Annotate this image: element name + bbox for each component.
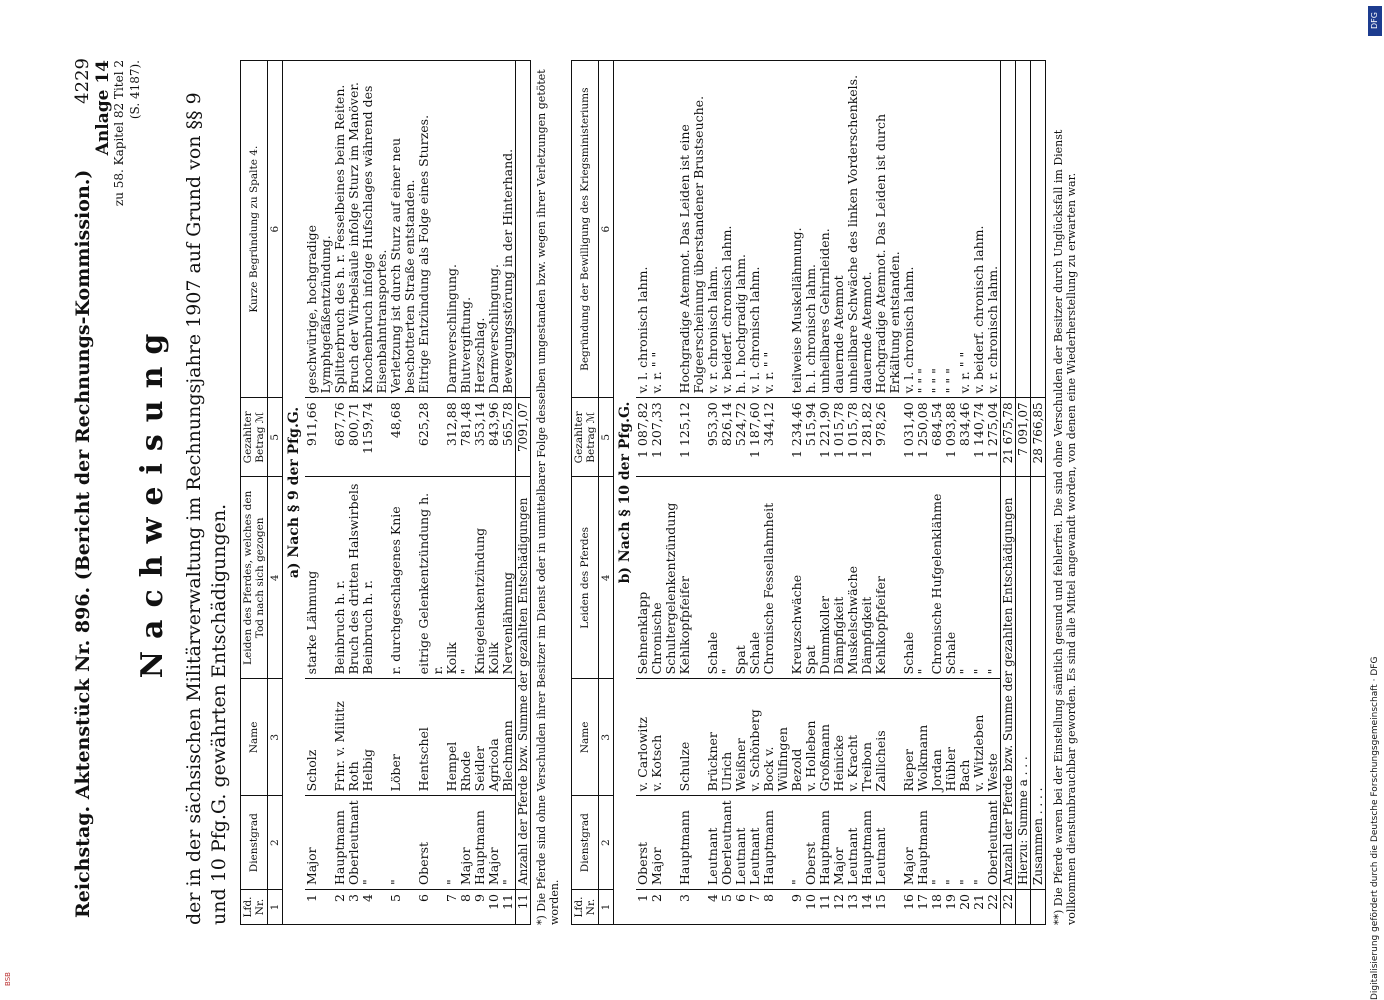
col-num: 1 <box>268 890 283 925</box>
total-row <box>516 61 531 925</box>
cell-nr: 12 <box>832 890 846 925</box>
col-num: 3 <box>268 679 283 796</box>
cell-ailment: " <box>972 477 986 679</box>
total-label: Zusammen . . . . <box>1031 477 1046 890</box>
table-row <box>347 61 361 925</box>
cell-reason: v. r. " " <box>958 61 972 398</box>
cell-ailment: Sehnenklapp <box>636 477 650 679</box>
table-row <box>944 61 958 925</box>
cell-amount: 1 250,08 <box>916 398 930 477</box>
footnote-right: Die sind ohne Verschulden der Besitzer durch Unglücksfall im Dienst vollkommen dienstunbrauchbar geworden. Es sind alle Mittel angewandt worden, von denen eine Wiederherstellung zu erwarten war. <box>1052 129 1078 925</box>
cell-amount: 800,71 <box>347 398 361 477</box>
cell-amount: 834,46 <box>958 398 972 477</box>
cell-nr: 16 <box>902 890 916 925</box>
cell-rank: " <box>944 796 958 890</box>
cell-name: Rhode <box>459 679 473 796</box>
cell-reason: Knochenbruch infolge Hufschlages während des Eisenbahntransportes. <box>361 61 389 398</box>
cell-ailment: Chronische Hufgelenklähme <box>930 477 944 679</box>
cell-name: v. Schönberg <box>748 679 762 796</box>
col-num: 4 <box>599 477 614 679</box>
section-heading: a) Nach § 9 der Pfg.G. <box>283 61 306 925</box>
total-amount: 28 766,85 <box>1031 398 1046 477</box>
cell-name: Wolkmann <box>916 679 930 796</box>
col-num: 6 <box>268 61 283 398</box>
cell-nr: 10 <box>804 890 818 925</box>
table-row <box>916 61 930 925</box>
table-section-b <box>571 60 1046 925</box>
appendix-chapter: zu 58. Kapitel 82 Titel 2 <box>112 60 126 207</box>
cell-reason: unheilbare Schwäche des linken Vorderschenkels. <box>846 61 860 398</box>
cell-ailment: Kehlkopfpfeifer <box>874 477 902 679</box>
cell-amount: 1 031,40 <box>902 398 916 477</box>
cell-name: Scholz <box>305 679 333 796</box>
col-num: 2 <box>599 796 614 890</box>
table-row <box>986 61 1001 925</box>
table-row <box>720 61 734 925</box>
col-header-ailment: Leiden des Pferdes, welches den Tod nach sich gezogen <box>241 477 268 679</box>
cell-amount: 48,68 <box>389 398 417 477</box>
cell-ailment: Dämpfigkeit <box>832 477 846 679</box>
cell-nr: 5 <box>720 890 734 925</box>
footnote-left: **) Die Pferde waren bei der Einstellung sämtlich gesund und fehlerfrei. <box>1052 520 1065 925</box>
cell-amount: 1 093,88 <box>944 398 958 477</box>
total-nr <box>1016 890 1031 925</box>
cell-rank: " <box>958 796 972 890</box>
cell-name: Großmann <box>818 679 832 796</box>
cell-reason: h. l. chronisch lahm. <box>804 61 818 398</box>
footnote-a: *) Die Pferde sind ohne Verschulden ihrer Besitzer im Dienst oder in unmittelbarer Folge desselben umgestanden bzw. wegen ihrer Verletzungen getötet worden. <box>535 69 561 925</box>
total-amount: 21 675,78 <box>1001 398 1016 477</box>
cell-nr: 1 <box>305 890 333 925</box>
cell-rank: Hauptmann <box>818 796 832 890</box>
total-reason-blank <box>1016 61 1031 398</box>
cell-name: Weste <box>986 679 1001 796</box>
table-row <box>473 61 487 925</box>
table-row <box>972 61 986 925</box>
cell-reason: v. r. chronisch lahm. <box>986 61 1001 398</box>
cell-rank: " <box>501 796 516 890</box>
cell-nr: 1 <box>636 890 650 925</box>
cell-rank: Major <box>487 796 501 890</box>
cell-nr: 7 <box>445 890 459 925</box>
cell-nr: 9 <box>790 890 804 925</box>
total-reason-blank <box>516 61 531 398</box>
table-row <box>487 61 501 925</box>
cell-reason: dauernde Atemnot <box>832 61 846 398</box>
cell-ailment: Kolik <box>445 477 459 679</box>
cell-amount: 353,14 <box>473 398 487 477</box>
cell-amount: 344,12 <box>762 398 790 477</box>
col-header-amount: Gezahlter Betrag ℳ <box>241 398 268 477</box>
col-header-name: Name <box>572 679 599 796</box>
cell-amount: 843,96 <box>487 398 501 477</box>
cell-name: Zallicheis <box>874 679 902 796</box>
cell-name: Hentschel <box>417 679 445 796</box>
cell-nr: 2 <box>650 890 678 925</box>
table-row <box>333 61 347 925</box>
cell-reason: Herzschlag. <box>473 61 487 398</box>
cell-ailment: Schale <box>902 477 916 679</box>
cell-reason: geschwürige, hochgradige Lymphgefäßentzündung. <box>305 61 333 398</box>
cell-nr: 14 <box>860 890 874 925</box>
cell-ailment: Spat <box>804 477 818 679</box>
cell-nr: 4 <box>706 890 720 925</box>
table-row <box>860 61 874 925</box>
cell-name: Hübler <box>944 679 958 796</box>
table-row <box>734 61 748 925</box>
col-num: 6 <box>599 61 614 398</box>
cell-nr: 2 <box>333 890 347 925</box>
cell-rank: Hauptmann <box>916 796 930 890</box>
cell-nr: 8 <box>459 890 473 925</box>
cell-rank: Oberleutnant <box>720 796 734 890</box>
cell-ailment: Kehlkopfpfeifer <box>678 477 706 679</box>
cell-ailment: Schale <box>944 477 958 679</box>
table-row <box>636 61 650 925</box>
table-row <box>818 61 832 925</box>
cell-ailment: Kolik <box>487 477 501 679</box>
cell-reason: teilweise Muskellähmung. <box>790 61 804 398</box>
cell-ailment: " <box>720 477 734 679</box>
cell-amount: 1 207,33 <box>650 398 678 477</box>
cell-reason: Hochgradige Atemnot. Das Leiden ist durch Erkältung entstanden. <box>874 61 902 398</box>
cell-name: Frhr. v. Miltitz <box>333 679 347 796</box>
cell-amount: 1 140,74 <box>972 398 986 477</box>
cell-reason: Verletzung ist durch Sturz auf einer neu beschotterten Straße entstanden. <box>389 61 417 398</box>
cell-reason: Bruch der Wirbelsäule infolge Sturz im Manöver. <box>347 61 361 398</box>
total-reason-blank <box>1031 61 1046 398</box>
document-title: Nachweisung <box>135 321 170 679</box>
cell-name: Rieper <box>902 679 916 796</box>
cell-nr: 5 <box>389 890 417 925</box>
cell-name: Blechmann <box>501 679 516 796</box>
cell-amount: 1 015,78 <box>832 398 846 477</box>
cell-name: Hempel <box>445 679 459 796</box>
cell-reason: v. l. chronisch lahm. <box>748 61 762 398</box>
table-row <box>790 61 804 925</box>
col-header-ailment: Leiden des Pferdes <box>572 477 599 679</box>
cell-rank: " <box>790 796 804 890</box>
cell-rank: Oberleutnant <box>986 796 1001 890</box>
cell-rank: Hauptmann <box>762 796 790 890</box>
cell-rank: Hauptmann <box>678 796 706 890</box>
cell-ailment: Schale <box>748 477 762 679</box>
col-header-reason: Kurze Begründung zu Spalte 4. <box>241 61 268 398</box>
cell-reason: v. l. chronisch lahm. <box>636 61 650 398</box>
cell-reason: " " " <box>944 61 958 398</box>
cell-amount: 1159,74 <box>361 398 389 477</box>
cell-rank: " <box>361 796 389 890</box>
cell-rank: Leutnant <box>748 796 762 890</box>
cell-nr: 3 <box>678 890 706 925</box>
table-row <box>361 61 389 925</box>
table-row <box>417 61 445 925</box>
cell-reason: " " " <box>916 61 930 398</box>
cell-name: Seidler <box>473 679 487 796</box>
col-num: 2 <box>268 796 283 890</box>
total-nr <box>1031 890 1046 925</box>
table-row <box>678 61 706 925</box>
cell-nr: 22 <box>986 890 1001 925</box>
cell-reason: dauernde Atemnot. <box>860 61 874 398</box>
cell-name: Bock v. Wülfingen <box>762 679 790 796</box>
cell-nr: 7 <box>748 890 762 925</box>
library-stamp: BSB <box>4 972 12 986</box>
table-row <box>748 61 762 925</box>
cell-name: v. Witzleben <box>972 679 986 796</box>
cell-ailment: Kreuzschwäche <box>790 477 804 679</box>
cell-name: v. Carlowitz <box>636 679 650 796</box>
col-header-nr: Lfd. Nr. <box>572 890 599 925</box>
table-row <box>305 61 333 925</box>
cell-rank: Major <box>305 796 333 890</box>
cell-ailment: Dämpfigkeit <box>860 477 874 679</box>
total-label: Anzahl der Pferde bzw. Summe der gezahlten Entschädigungen <box>1001 477 1016 890</box>
cell-nr: 4 <box>361 890 389 925</box>
cell-nr: 6 <box>417 890 445 925</box>
total-amount: 7091,07 <box>516 398 531 477</box>
table-body <box>614 61 1046 925</box>
table-row <box>389 61 417 925</box>
total-label: Hierzu: Summe a . . . <box>1016 477 1031 890</box>
cell-nr: 11 <box>818 890 832 925</box>
cell-amount: 1 281,82 <box>860 398 874 477</box>
cell-amount: 826,14 <box>720 398 734 477</box>
page-number: 4229 <box>72 58 93 104</box>
col-header-name: Name <box>241 679 268 796</box>
cell-ailment: " <box>986 477 1001 679</box>
cell-ailment: Schale <box>706 477 720 679</box>
cell-rank: Leutnant <box>706 796 720 890</box>
cell-amount: 1 275,04 <box>986 398 1001 477</box>
table-row <box>445 61 459 925</box>
cell-rank: Leutnant <box>734 796 748 890</box>
table-row <box>902 61 916 925</box>
cell-rank: Hauptmann <box>473 796 487 890</box>
cell-ailment: Beinbruch h. r. <box>333 477 347 679</box>
cell-amount: 978,26 <box>874 398 902 477</box>
cell-reason: Splitterbruch des h. r. Fesselbeines beim Reiten. <box>333 61 347 398</box>
col-num: 5 <box>599 398 614 477</box>
cell-amount: 524,72 <box>734 398 748 477</box>
cell-reason: h. l. hochgradig lahm. <box>734 61 748 398</box>
cell-amount: 1 234,46 <box>790 398 804 477</box>
appendix-page-ref: (S. 4187). <box>128 60 142 120</box>
table-row <box>874 61 902 925</box>
zusammen-row <box>1031 61 1046 925</box>
cell-amount: 1 187,60 <box>748 398 762 477</box>
cell-ailment: Dummkoller <box>818 477 832 679</box>
table-row <box>650 61 678 925</box>
col-header-nr: Lfd. Nr. <box>241 890 268 925</box>
cell-name: v. Kotsch <box>650 679 678 796</box>
cell-ailment: starke Lähmung <box>305 477 333 679</box>
table-row <box>459 61 473 925</box>
cell-reason: Eitrige Entzündung als Folge eines Sturzes. <box>417 61 445 398</box>
cell-ailment: eitrige Gelenkentzündung h. r. <box>417 477 445 679</box>
cell-nr: 17 <box>916 890 930 925</box>
cell-reason: v. r. " " <box>762 61 790 398</box>
cell-nr: 9 <box>473 890 487 925</box>
cell-rank: " <box>389 796 417 890</box>
cell-name: Bezold <box>790 679 804 796</box>
digitization-credit: Digitalisierung gefördert durch die Deutsche Forschungsgemeinschaft · DFG <box>1370 656 1380 1000</box>
cell-name: Bach <box>958 679 972 796</box>
cell-reason: " " " <box>930 61 944 398</box>
cell-rank: " <box>972 796 986 890</box>
cell-rank: Oberst <box>636 796 650 890</box>
cell-reason: v. r. " " <box>650 61 678 398</box>
cell-nr: 19 <box>944 890 958 925</box>
cell-name: Weißner <box>734 679 748 796</box>
cell-nr: 15 <box>874 890 902 925</box>
cell-rank: Oberleutnant <box>347 796 361 890</box>
cell-ailment: Muskelschwäche <box>846 477 860 679</box>
total-row <box>1001 61 1016 925</box>
cell-nr: 21 <box>972 890 986 925</box>
table-row <box>832 61 846 925</box>
table-row <box>762 61 790 925</box>
cell-name: v. Kracht <box>846 679 860 796</box>
cell-rank: Leutnant <box>846 796 860 890</box>
cell-ailment: r. durchgeschlagenes Knie <box>389 477 417 679</box>
cell-amount: 684,54 <box>930 398 944 477</box>
cell-nr: 13 <box>846 890 860 925</box>
cell-rank: " <box>445 796 459 890</box>
document-subtitle: der in der sächsischen Militärverwaltung im Rechnungsjahre 1907 auf Grund von §§ 9 und 10 Pfg.G. gewährten Entschädigungen. <box>183 92 230 925</box>
cell-reason: unheilbares Gehirnleiden. <box>818 61 832 398</box>
cell-nr: 3 <box>347 890 361 925</box>
cell-amount: 565,78 <box>501 398 516 477</box>
total-label: Anzahl der Pferde bzw. Summe der gezahlten Entschädigungen <box>516 477 531 890</box>
cell-reason: Darmverschlingung. <box>487 61 501 398</box>
total-reason-blank <box>1001 61 1016 398</box>
cell-amount: 1 015,78 <box>846 398 860 477</box>
hierzu-row <box>1016 61 1031 925</box>
table-row <box>501 61 516 925</box>
cell-reason: v. beiderf. chronisch lahm. <box>972 61 986 398</box>
table-body <box>283 61 531 925</box>
total-nr: 22 <box>1001 890 1016 925</box>
col-header-reason: Begründung der Bewilligung des Kriegsministeriums <box>572 61 599 398</box>
cell-ailment: Bruch des dritten Halswirbels <box>347 477 361 679</box>
cell-name: Agricola <box>487 679 501 796</box>
footnote-b <box>1052 60 1078 925</box>
cell-name: Brückner <box>706 679 720 796</box>
cell-ailment: Nervenlähmung <box>501 477 516 679</box>
cell-reason: Blutvergiftung. <box>459 61 473 398</box>
cell-amount: 1 221,90 <box>818 398 832 477</box>
col-num: 5 <box>268 398 283 477</box>
total-amount: 7 091,07 <box>1016 398 1031 477</box>
cell-ailment: Chronische Fessellahmheit <box>762 477 790 679</box>
cell-amount: 1 087,82 <box>636 398 650 477</box>
col-num: 3 <box>599 679 614 796</box>
cell-rank: Major <box>902 796 916 890</box>
cell-rank: Major <box>832 796 846 890</box>
cell-rank: " <box>930 796 944 890</box>
cell-ailment: " <box>916 477 930 679</box>
cell-name: Löber <box>389 679 417 796</box>
cell-ailment: " <box>459 477 473 679</box>
cell-ailment: Chronische Schultergelenkentzündung <box>650 477 678 679</box>
cell-amount: 953,30 <box>706 398 720 477</box>
cell-amount: 625,28 <box>417 398 445 477</box>
cell-nr: 6 <box>734 890 748 925</box>
cell-rank: Major <box>650 796 678 890</box>
cell-reason: v. l. chronisch lahm. <box>902 61 916 398</box>
table-section-a <box>240 60 531 925</box>
col-num: 1 <box>599 890 614 925</box>
cell-amount: 911,66 <box>305 398 333 477</box>
cell-name: Treibon <box>860 679 874 796</box>
cell-ailment: Kniegelenkentzündung <box>473 477 487 679</box>
cell-amount: 781,48 <box>459 398 473 477</box>
cell-reason: v. beiderf. chronisch lahm. <box>720 61 734 398</box>
cell-rank: Leutnant <box>874 796 902 890</box>
cell-rank: Hauptmann <box>333 796 347 890</box>
cell-ailment: " <box>958 477 972 679</box>
total-nr: 11 <box>516 890 531 925</box>
table-row <box>930 61 944 925</box>
cell-reason: Bewegungsstörung in der Hinterhand. <box>501 61 516 398</box>
table-row <box>706 61 720 925</box>
dfg-logo: DFG <box>1368 6 1382 36</box>
cell-nr: 8 <box>762 890 790 925</box>
cell-rank: Major <box>459 796 473 890</box>
col-header-rank: Dienstgrad <box>241 796 268 890</box>
cell-reason: Hochgradige Atemnot. Das Leiden ist eine Folgeerscheinung überstandener Brustseuche. <box>678 61 706 398</box>
cell-ailment: Beinbruch h. r. <box>361 477 389 679</box>
table-row <box>958 61 972 925</box>
cell-nr: 20 <box>958 890 972 925</box>
appendix-label: Anlage 14 <box>93 60 113 156</box>
col-num: 4 <box>268 477 283 679</box>
cell-name: Roth <box>347 679 361 796</box>
header-title: Reichstag. Aktenstück Nr. 896. (Bericht der Rechnungs-Kommission.) <box>72 169 94 918</box>
cell-amount: 312,88 <box>445 398 459 477</box>
col-header-rank: Dienstgrad <box>572 796 599 890</box>
cell-name: Schulze <box>678 679 706 796</box>
cell-amount: 515,94 <box>804 398 818 477</box>
cell-nr: 11 <box>501 890 516 925</box>
cell-rank: Hauptmann <box>860 796 874 890</box>
cell-rank: Oberst <box>417 796 445 890</box>
cell-nr: 10 <box>487 890 501 925</box>
cell-name: v. Holleben <box>804 679 818 796</box>
cell-rank: Oberst <box>804 796 818 890</box>
cell-amount: 1 125,12 <box>678 398 706 477</box>
cell-reason: v. r. chronisch lahm. <box>706 61 720 398</box>
table-row <box>846 61 860 925</box>
cell-amount: 687,76 <box>333 398 347 477</box>
table-row <box>804 61 818 925</box>
cell-reason: Darmverschlingung. <box>445 61 459 398</box>
cell-name: Heinicke <box>832 679 846 796</box>
section-heading: b) Nach § 10 der Pfg.G. <box>614 61 637 925</box>
col-header-amount: Gezahlter Betrag ℳ <box>572 398 599 477</box>
cell-name: Helbig <box>361 679 389 796</box>
cell-nr: 18 <box>930 890 944 925</box>
cell-name: Jordan <box>930 679 944 796</box>
cell-name: Ulrich <box>720 679 734 796</box>
cell-ailment: Spat <box>734 477 748 679</box>
